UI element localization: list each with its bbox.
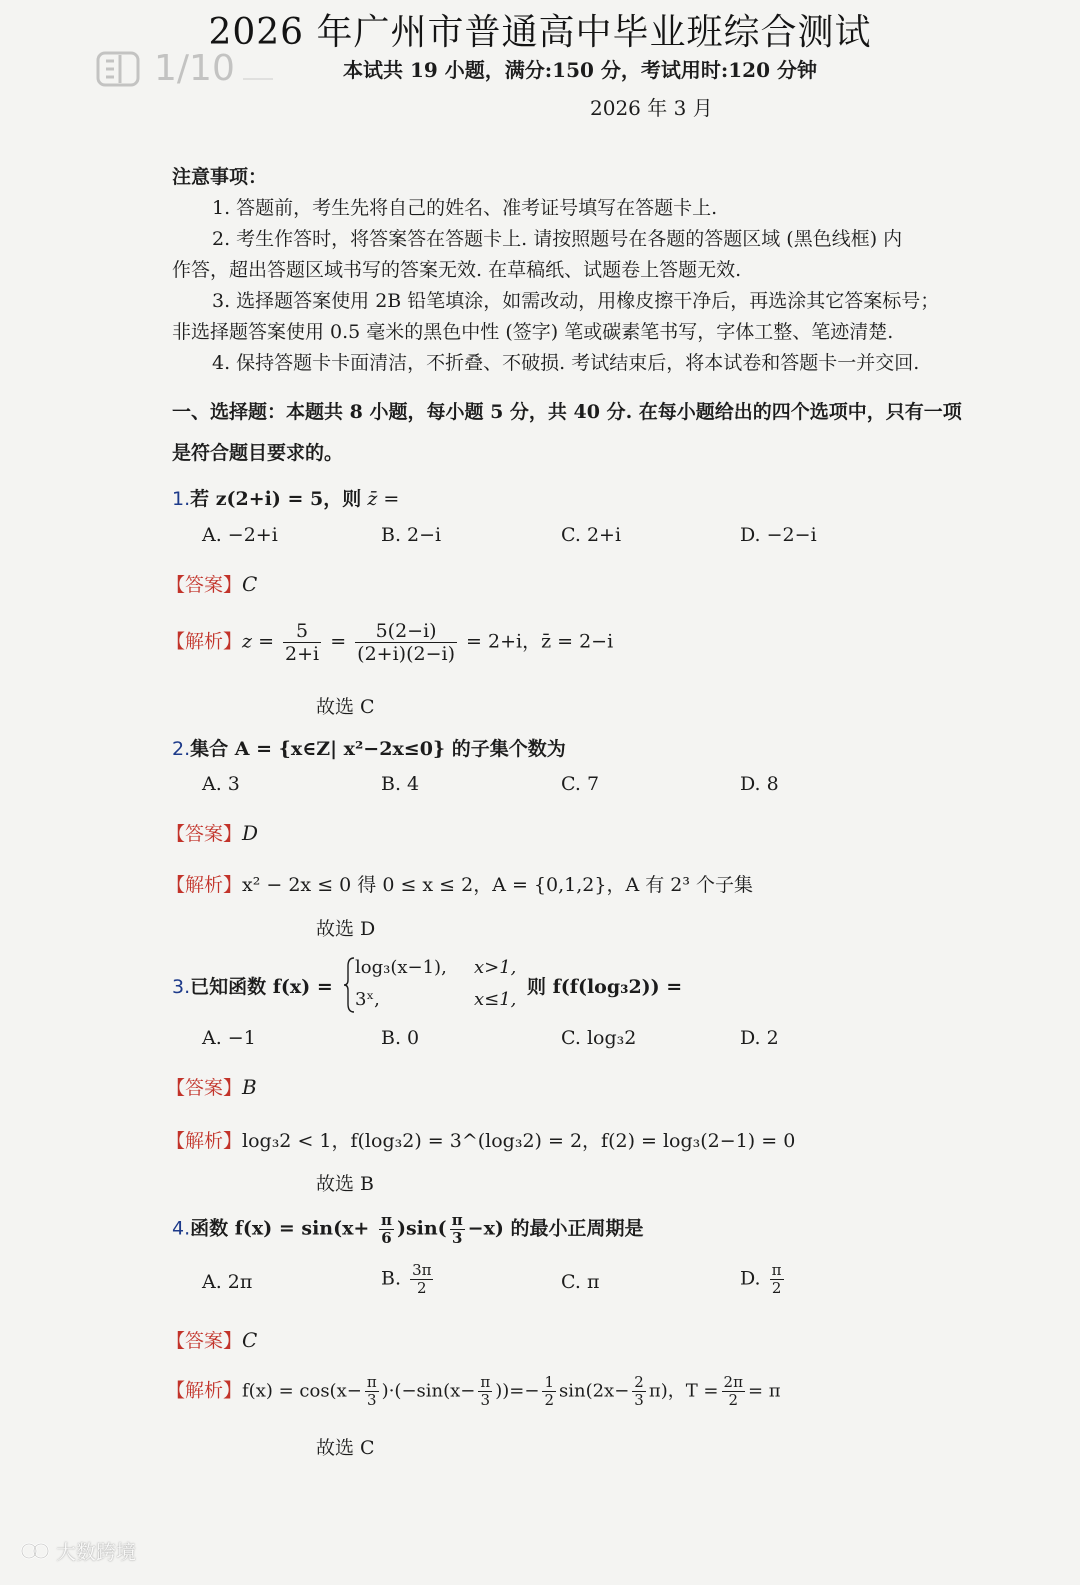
fraction: [542, 1374, 556, 1409]
question-stem-tail: −x) 的最小正周期是: [467, 1217, 644, 1240]
answer-label: 【答案】: [166, 1077, 243, 1099]
fraction-numerator: π: [366, 1373, 377, 1391]
q2-answer: [166, 819, 258, 846]
question-number: 4.: [172, 1217, 191, 1240]
fraction-numerator: 2: [634, 1373, 644, 1391]
watermark-text: 大数跨境: [56, 1540, 136, 1564]
q1-option-b: B. 2−i: [381, 524, 442, 546]
notice-item-2b: 作答，超出答题区域书写的答案无效. 在草稿纸、试题卷上答题无效.: [172, 259, 742, 281]
question-2: [172, 734, 566, 761]
question-1: [172, 484, 399, 511]
q4-answer: [166, 1326, 257, 1353]
notice-item-3b: 非选择题答案使用 0.5 毫米的黑色中性 (签字) 笔或碳素笔书写，字体工整、笔迹清楚.: [172, 321, 894, 343]
q2-conclusion: 故选 D: [316, 918, 376, 940]
fraction: [355, 620, 457, 665]
analysis-text: x² − 2x ≤ 0 得 0 ≤ x ≤ 2，A = {0,1,2}，A 有 2³ 个子集: [242, 874, 753, 896]
q3-option-b: B. 0: [381, 1027, 420, 1049]
question-number: 1.: [172, 488, 191, 510]
exam-date: 2026 年 3 月: [590, 96, 713, 120]
q1-analysis: [166, 620, 613, 665]
fraction: [722, 1374, 745, 1409]
fraction-denominator: 2+i: [285, 643, 320, 665]
analysis-text: f(x) = cos(x−: [242, 1380, 362, 1402]
question-stem: 集合 A = {x∈Z| x²−2x≤0} 的子集个数为: [190, 738, 566, 760]
analysis-text: )，T =: [660, 1380, 719, 1402]
fraction-denominator: 2: [728, 1391, 738, 1409]
fraction: [365, 1374, 379, 1409]
q1-conclusion: 故选 C: [316, 696, 375, 718]
fraction-numerator: 2π: [723, 1373, 743, 1391]
answer-value: C: [242, 572, 258, 596]
page-indicator-text: 1/10: [154, 48, 235, 89]
answer-label: 【答案】: [166, 1330, 243, 1352]
q3-answer: [166, 1073, 257, 1100]
fraction-denominator: 2: [544, 1391, 554, 1409]
q3-analysis: [166, 1126, 795, 1153]
section-heading-line2: 是符合题目要求的。: [172, 442, 344, 464]
question-stem-tail: 则 f(f(log₃2)) =: [527, 976, 683, 998]
answer-label: 【答案】: [166, 574, 243, 596]
answer-value: D: [242, 821, 259, 845]
q3-conclusion: 故选 B: [316, 1173, 375, 1195]
fraction-denominator: 3: [634, 1391, 644, 1409]
watermark: [20, 1536, 136, 1565]
fraction-numerator: 5(2−i): [355, 620, 457, 643]
analysis-label: 【解析】: [166, 630, 243, 653]
fraction: [379, 1212, 394, 1247]
section-heading-line1: 一、选择题：本题共 8 小题，每小题 5 分，共 40 分. 在每小题给出的四个选项中，只有一项: [172, 401, 962, 423]
piecewise-cond-1: x>1,: [474, 957, 517, 978]
q1-option-a: A. −2+i: [202, 524, 278, 546]
q2-analysis: [166, 870, 753, 897]
notice-item-4: 4. 保持答题卡卡面清洁，不折叠、不破损. 考试结束后，将本试卷和答题卡一并交回.: [212, 352, 920, 374]
analysis-text: = 2+i，z̄ = 2−i: [466, 630, 614, 653]
notice-item-1: 1. 答题前，考生先将自己的姓名、准考证号填写在答题卡上.: [212, 197, 718, 219]
fraction-numerator: π: [771, 1261, 782, 1279]
fraction-denominator: 3: [480, 1391, 491, 1409]
fraction: [770, 1262, 784, 1297]
q3-option-d: D. 2: [740, 1027, 779, 1049]
option-letter: B.: [381, 1267, 402, 1290]
question-stem-tail: z̄ =: [367, 488, 400, 510]
watermark-logo-icon: [20, 1538, 50, 1564]
q4-analysis: [166, 1374, 781, 1409]
analysis-text: ))=−: [495, 1380, 540, 1402]
analysis-text: z =: [242, 630, 274, 653]
fraction-numerator: 5: [283, 620, 321, 643]
fraction-denominator: 3: [451, 1229, 463, 1247]
fraction-numerator: π: [480, 1373, 491, 1391]
question-stem-mid: )sin(: [396, 1217, 447, 1240]
analysis-text: =: [330, 630, 347, 653]
analysis-text: log₃2 < 1，f(log₃2) = 3^(log₃2) = 2，f(2) = log₃(2−1) = 0: [242, 1130, 796, 1152]
q1-option-c: C. 2+i: [561, 524, 622, 546]
question-stem: 已知函数 f(x) =: [190, 976, 333, 998]
piecewise-case-1: log₃(x−1),: [355, 957, 447, 978]
fraction-numerator: 1: [544, 1373, 554, 1391]
analysis-text: = π: [747, 1380, 781, 1402]
question-stem: 若 z(2+i) = 5，则: [190, 488, 362, 510]
q4-option-b: [381, 1262, 436, 1297]
q2-option-c: C. 7: [561, 773, 600, 795]
piecewise-cond-2: x≤1,: [474, 989, 517, 1010]
fraction: [450, 1212, 465, 1247]
notice-title: 注意事项：: [172, 166, 268, 188]
fraction-numerator: π: [451, 1211, 463, 1229]
fraction-denominator: 6: [381, 1229, 392, 1247]
q3-option-a: A. −1: [202, 1027, 256, 1049]
q1-answer: [166, 570, 257, 597]
analysis-text: sin(2x−: [559, 1380, 630, 1402]
question-number: 3.: [172, 976, 191, 998]
fraction-denominator: 3: [366, 1391, 377, 1409]
fraction: [410, 1262, 433, 1297]
question-3: [172, 972, 333, 999]
answer-value: B: [242, 1075, 257, 1099]
analysis-label: 【解析】: [166, 1130, 243, 1152]
answer-label: 【答案】: [166, 823, 243, 845]
q4-option-c: C. π: [561, 1271, 600, 1293]
question-4: [172, 1212, 644, 1247]
option-letter: D.: [740, 1267, 761, 1290]
q4-option-a: A. 2π: [202, 1271, 253, 1293]
question-number: 2.: [172, 738, 191, 760]
piecewise-brace: [343, 956, 355, 1014]
fraction: [478, 1374, 492, 1409]
q4-option-d: [740, 1262, 787, 1297]
exam-title: 2026 年广州市普通高中毕业班综合测试: [208, 12, 872, 53]
q2-option-a: A. 3: [202, 773, 240, 795]
analysis-text: )·(−sin(x−: [381, 1380, 476, 1402]
analysis-label: 【解析】: [166, 1379, 243, 1402]
q1-option-d: D. −2−i: [740, 524, 817, 546]
question-stem: 函数 f(x) = sin(x+: [190, 1217, 370, 1240]
q4-conclusion: 故选 C: [316, 1437, 375, 1459]
fraction: [283, 620, 321, 665]
fraction-numerator: 3π: [412, 1261, 432, 1279]
q2-option-d: D. 8: [740, 773, 779, 795]
q2-option-b: B. 4: [381, 773, 420, 795]
analysis-label: 【解析】: [166, 874, 243, 896]
analysis-text: π: [648, 1380, 661, 1402]
fraction-denominator: (2+i)(2−i): [357, 643, 455, 665]
fraction-denominator: 2: [416, 1279, 427, 1297]
notice-item-3a: 3. 选择题答案使用 2B 铅笔填涂，如需改动，用橡皮擦干净后，再选涂其它答案标号；: [212, 290, 940, 312]
fraction: [632, 1374, 646, 1409]
q3-option-c: C. log₃2: [561, 1027, 637, 1049]
piecewise-case-2: 3ˣ,: [355, 989, 380, 1010]
answer-value: C: [242, 1328, 258, 1352]
notice-item-2a: 2. 考生作答时，将答案答在答题卡上. 请按照题号在各题的答题区域 (黑色线框) 内: [212, 228, 903, 250]
fraction-denominator: 2: [771, 1279, 782, 1297]
exam-subtitle: 本试共 19 小题，满分:150 分，考试用时:120 分钟: [343, 58, 817, 82]
fraction-numerator: π: [380, 1211, 392, 1229]
